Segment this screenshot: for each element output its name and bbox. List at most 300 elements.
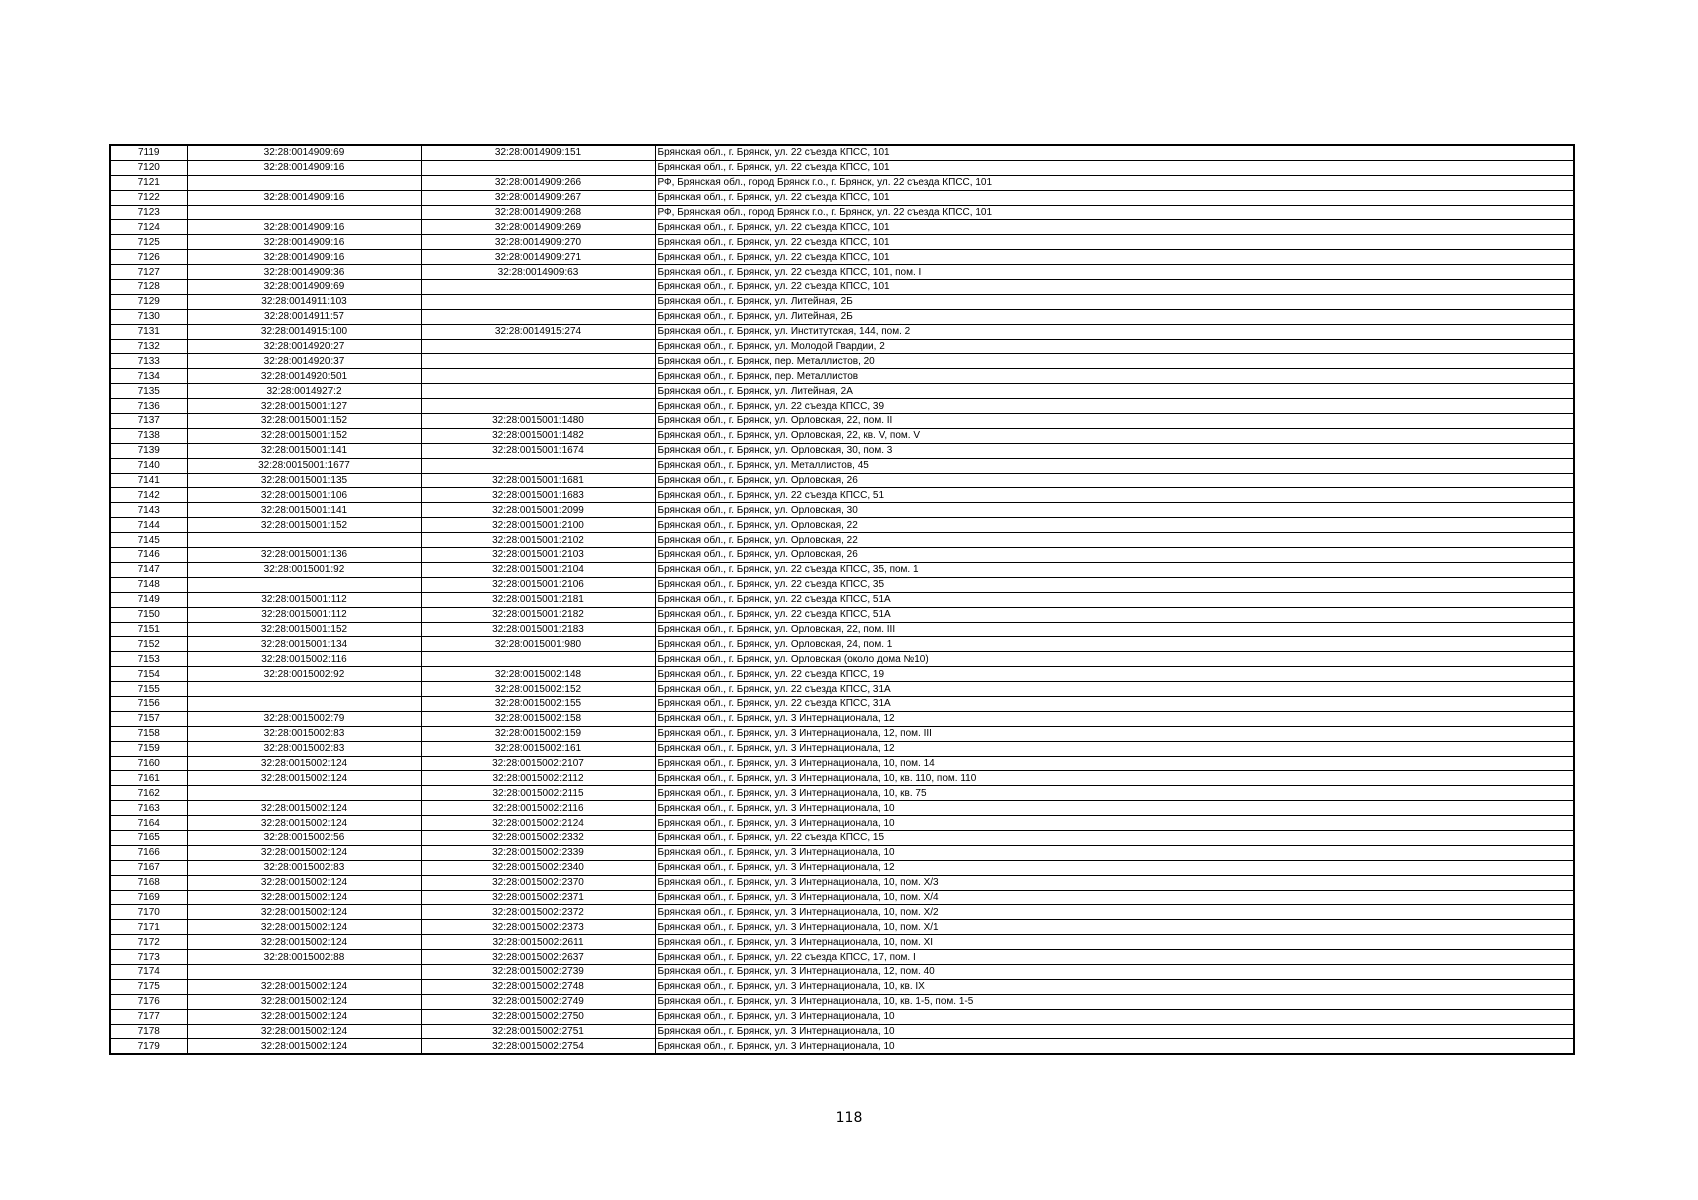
cadastral-number-cell: 32:28:0015001:2103 [421, 548, 655, 563]
address-cell: Брянская обл., г. Брянск, ул. Орловская, 22, пом. III [655, 622, 1574, 637]
row-number-cell: 7160 [110, 756, 187, 771]
parent-cadastral-number-cell: 32:28:0014920:501 [187, 369, 421, 384]
table-row [110, 235, 1574, 250]
parent-cadastral-number-cell: 32:28:0014920:27 [187, 339, 421, 354]
cadastral-number-cell: 32:28:0015002:2339 [421, 845, 655, 860]
cadastral-number-cell [421, 652, 655, 667]
table-row [110, 890, 1574, 905]
parent-cadastral-number-cell: 32:28:0015001:134 [187, 637, 421, 652]
parent-cadastral-number-cell: 32:28:0014909:16 [187, 250, 421, 265]
row-number-cell: 7124 [110, 220, 187, 235]
table-row [110, 771, 1574, 786]
row-number-cell: 7154 [110, 667, 187, 682]
table-row [110, 637, 1574, 652]
address-cell: Брянская обл., г. Брянск, ул. 3 Интернационала, 10 [655, 1024, 1574, 1039]
row-number-cell: 7130 [110, 309, 187, 324]
parent-cadastral-number-cell: 32:28:0015002:124 [187, 920, 421, 935]
address-cell: Брянская обл., г. Брянск, ул. 3 Интернационала, 10, пом. Х/3 [655, 875, 1574, 890]
address-cell: Брянская обл., г. Брянск, ул. 3 Интернационала, 12 [655, 741, 1574, 756]
row-number-cell: 7133 [110, 354, 187, 369]
address-cell: Брянская обл., г. Брянск, ул. Орловская, 30, пом. 3 [655, 443, 1574, 458]
table-row [110, 458, 1574, 473]
cadastral-number-cell: 32:28:0014909:270 [421, 235, 655, 250]
row-number-cell: 7134 [110, 369, 187, 384]
cadastral-number-cell: 32:28:0014909:267 [421, 190, 655, 205]
address-cell: Брянская обл., г. Брянск, ул. 22 съезда КПСС, 15 [655, 830, 1574, 845]
cadastral-number-cell: 32:28:0015002:2372 [421, 905, 655, 920]
parent-cadastral-number-cell: 32:28:0015002:124 [187, 994, 421, 1009]
cadastral-number-cell: 32:28:0015002:2739 [421, 964, 655, 979]
cadastral-number-cell: 32:28:0015002:158 [421, 711, 655, 726]
table-row [110, 428, 1574, 443]
cadastral-number-cell: 32:28:0014909:269 [421, 220, 655, 235]
cadastral-number-cell: 32:28:0015001:2182 [421, 607, 655, 622]
row-number-cell: 7167 [110, 860, 187, 875]
row-number-cell: 7131 [110, 324, 187, 339]
parent-cadastral-number-cell: 32:28:0015002:124 [187, 771, 421, 786]
address-cell: Брянская обл., г. Брянск, ул. Литейная, 2Б [655, 294, 1574, 309]
row-number-cell: 7178 [110, 1024, 187, 1039]
row-number-cell: 7140 [110, 458, 187, 473]
cadastral-number-cell [421, 354, 655, 369]
cadastral-number-cell [421, 399, 655, 414]
parent-cadastral-number-cell: 32:28:0015002:124 [187, 875, 421, 890]
row-number-cell: 7141 [110, 473, 187, 488]
row-number-cell: 7165 [110, 830, 187, 845]
address-cell: Брянская обл., г. Брянск, ул. Орловская, 26 [655, 548, 1574, 563]
parent-cadastral-number-cell: 32:28:0014920:37 [187, 354, 421, 369]
cadastral-number-cell: 32:28:0015002:2112 [421, 771, 655, 786]
address-cell: Брянская обл., г. Брянск, ул. Орловская, 22 [655, 533, 1574, 548]
table-row [110, 830, 1574, 845]
address-cell: Брянская обл., г. Брянск, ул. 22 съезда КПСС, 101 [655, 280, 1574, 295]
parent-cadastral-number-cell: 32:28:0015001:152 [187, 518, 421, 533]
row-number-cell: 7139 [110, 443, 187, 458]
table-row [110, 488, 1574, 503]
row-number-cell: 7142 [110, 488, 187, 503]
address-cell: Брянская обл., г. Брянск, ул. 22 съезда КПСС, 39 [655, 399, 1574, 414]
table-row [110, 786, 1574, 801]
address-cell: Брянская обл., г. Брянск, ул. Литейная, 2Б [655, 309, 1574, 324]
cadastral-number-cell: 32:28:0015002:2107 [421, 756, 655, 771]
address-cell: РФ, Брянская обл., город Брянск г.о., г. Брянск, ул. 22 съезда КПСС, 101 [655, 175, 1574, 190]
cadastral-number-cell: 32:28:0015002:2116 [421, 801, 655, 816]
address-cell: Брянская обл., г. Брянск, ул. 3 Интернационала, 10 [655, 1039, 1574, 1054]
parent-cadastral-number-cell: 32:28:0015002:83 [187, 860, 421, 875]
table-row [110, 667, 1574, 682]
table-row [110, 592, 1574, 607]
row-number-cell: 7121 [110, 175, 187, 190]
row-number-cell: 7136 [110, 399, 187, 414]
cadastral-number-cell: 32:28:0015001:1674 [421, 443, 655, 458]
row-number-cell: 7143 [110, 503, 187, 518]
address-cell: Брянская обл., г. Брянск, ул. 22 съезда КПСС, 31А [655, 696, 1574, 711]
cadastral-number-cell [421, 280, 655, 295]
table-row [110, 801, 1574, 816]
address-cell: Брянская обл., г. Брянск, ул. 3 Интернационала, 10 [655, 816, 1574, 831]
table-row [110, 979, 1574, 994]
table-row [110, 473, 1574, 488]
address-cell: Брянская обл., г. Брянск, ул. Орловская, 22, кв. V, пом. V [655, 428, 1574, 443]
table-row [110, 905, 1574, 920]
row-number-cell: 7171 [110, 920, 187, 935]
row-number-cell: 7163 [110, 801, 187, 816]
parent-cadastral-number-cell: 32:28:0015002:83 [187, 726, 421, 741]
row-number-cell: 7145 [110, 533, 187, 548]
address-cell: Брянская обл., г. Брянск, ул. 22 съезда КПСС, 51А [655, 592, 1574, 607]
cadastral-number-cell: 32:28:0015002:2748 [421, 979, 655, 994]
cadastral-number-cell: 32:28:0015002:2611 [421, 935, 655, 950]
table-row [110, 205, 1574, 220]
table-row [110, 280, 1574, 295]
cadastral-number-cell: 32:28:0015002:2754 [421, 1039, 655, 1054]
address-cell: РФ, Брянская обл., город Брянск г.о., г. Брянск, ул. 22 съезда КПСС, 101 [655, 205, 1574, 220]
table-body [110, 145, 1574, 1054]
cadastral-number-cell [421, 458, 655, 473]
parent-cadastral-number-cell: 32:28:0015002:124 [187, 816, 421, 831]
table-row [110, 265, 1574, 280]
address-cell: Брянская обл., г. Брянск, ул. 3 Интернационала, 10, кв. 110, пом. 110 [655, 771, 1574, 786]
address-cell: Брянская обл., г. Брянск, ул. 3 Интернационала, 12 [655, 711, 1574, 726]
address-cell: Брянская обл., г. Брянск, пер. Металлистов, 20 [655, 354, 1574, 369]
table-row [110, 145, 1574, 160]
table-row [110, 816, 1574, 831]
parent-cadastral-number-cell: 32:28:0015001:92 [187, 562, 421, 577]
table-row [110, 339, 1574, 354]
cadastral-number-cell: 32:28:0015002:2750 [421, 1009, 655, 1024]
address-cell: Брянская обл., г. Брянск, ул. 22 съезда КПСС, 35, пом. 1 [655, 562, 1574, 577]
address-cell: Брянская обл., г. Брянск, ул. 3 Интернационала, 10, пом. Х/2 [655, 905, 1574, 920]
table-row [110, 1024, 1574, 1039]
row-number-cell: 7129 [110, 294, 187, 309]
table-row [110, 548, 1574, 563]
row-number-cell: 7173 [110, 950, 187, 965]
cadastral-number-cell: 32:28:0014909:268 [421, 205, 655, 220]
cadastral-number-cell: 32:28:0015001:2100 [421, 518, 655, 533]
address-cell: Брянская обл., г. Брянск, ул. 22 съезда КПСС, 101 [655, 235, 1574, 250]
parent-cadastral-number-cell: 32:28:0015002:79 [187, 711, 421, 726]
table-row [110, 994, 1574, 1009]
row-number-cell: 7148 [110, 577, 187, 592]
parent-cadastral-number-cell [187, 205, 421, 220]
parent-cadastral-number-cell [187, 577, 421, 592]
address-cell: Брянская обл., г. Брянск, ул. 22 съезда КПСС, 31А [655, 682, 1574, 697]
cadastral-number-cell: 32:28:0014909:271 [421, 250, 655, 265]
table-row [110, 384, 1574, 399]
row-number-cell: 7162 [110, 786, 187, 801]
row-number-cell: 7177 [110, 1009, 187, 1024]
table-row [110, 711, 1574, 726]
address-cell: Брянская обл., г. Брянск, ул. 3 Интернационала, 10, кв. 75 [655, 786, 1574, 801]
cadastral-table [109, 144, 1575, 1055]
address-cell: Брянская обл., г. Брянск, ул. 3 Интернационала, 10, пом. 14 [655, 756, 1574, 771]
cadastral-number-cell: 32:28:0015002:2371 [421, 890, 655, 905]
row-number-cell: 7169 [110, 890, 187, 905]
parent-cadastral-number-cell: 32:28:0014911:103 [187, 294, 421, 309]
row-number-cell: 7168 [110, 875, 187, 890]
parent-cadastral-number-cell: 32:28:0015002:88 [187, 950, 421, 965]
table-row [110, 845, 1574, 860]
parent-cadastral-number-cell: 32:28:0015001:135 [187, 473, 421, 488]
table-row [110, 756, 1574, 771]
row-number-cell: 7147 [110, 562, 187, 577]
parent-cadastral-number-cell [187, 964, 421, 979]
address-cell: Брянская обл., г. Брянск, ул. 3 Интернационала, 10 [655, 845, 1574, 860]
parent-cadastral-number-cell: 32:28:0015002:124 [187, 890, 421, 905]
address-cell: Брянская обл., г. Брянск, ул. 3 Интернационала, 12 [655, 860, 1574, 875]
row-number-cell: 7155 [110, 682, 187, 697]
cadastral-number-cell: 32:28:0014909:266 [421, 175, 655, 190]
table-row [110, 741, 1574, 756]
parent-cadastral-number-cell: 32:28:0015002:124 [187, 979, 421, 994]
table-row [110, 443, 1574, 458]
address-cell: Брянская обл., г. Брянск, ул. Литейная, 2А [655, 384, 1574, 399]
row-number-cell: 7152 [110, 637, 187, 652]
parent-cadastral-number-cell: 32:28:0014915:100 [187, 324, 421, 339]
parent-cadastral-number-cell: 32:28:0015001:141 [187, 503, 421, 518]
row-number-cell: 7144 [110, 518, 187, 533]
row-number-cell: 7179 [110, 1039, 187, 1054]
cadastral-number-cell: 32:28:0015001:2181 [421, 592, 655, 607]
cadastral-number-cell: 32:28:0015002:159 [421, 726, 655, 741]
row-number-cell: 7170 [110, 905, 187, 920]
address-cell: Брянская обл., г. Брянск, ул. Орловская, 30 [655, 503, 1574, 518]
address-cell: Брянская обл., г. Брянск, ул. 3 Интернационала, 12, пом. 40 [655, 964, 1574, 979]
parent-cadastral-number-cell: 32:28:0014909:16 [187, 190, 421, 205]
cadastral-number-cell [421, 339, 655, 354]
address-cell: Брянская обл., г. Брянск, ул. 3 Интернационала, 10, пом. Х/4 [655, 890, 1574, 905]
table-row [110, 533, 1574, 548]
address-cell: Брянская обл., г. Брянск, ул. 22 съезда КПСС, 101 [655, 190, 1574, 205]
row-number-cell: 7137 [110, 414, 187, 429]
table-row [110, 607, 1574, 622]
cadastral-number-cell: 32:28:0015001:1482 [421, 428, 655, 443]
table-row [110, 399, 1574, 414]
parent-cadastral-number-cell: 32:28:0015001:136 [187, 548, 421, 563]
table-row [110, 696, 1574, 711]
address-cell: Брянская обл., г. Брянск, ул. Орловская, 22, пом. II [655, 414, 1574, 429]
row-number-cell: 7164 [110, 816, 187, 831]
table-row [110, 860, 1574, 875]
table-row [110, 160, 1574, 175]
cadastral-number-cell: 32:28:0015001:980 [421, 637, 655, 652]
cadastral-number-cell: 32:28:0015002:2373 [421, 920, 655, 935]
parent-cadastral-number-cell: 32:28:0015001:1677 [187, 458, 421, 473]
cadastral-number-cell: 32:28:0015001:2099 [421, 503, 655, 518]
row-number-cell: 7120 [110, 160, 187, 175]
address-cell: Брянская обл., г. Брянск, ул. 22 съезда КПСС, 101 [655, 250, 1574, 265]
parent-cadastral-number-cell: 32:28:0014927:2 [187, 384, 421, 399]
cadastral-number-cell: 32:28:0014909:63 [421, 265, 655, 280]
parent-cadastral-number-cell: 32:28:0014909:69 [187, 145, 421, 160]
cadastral-number-cell: 32:28:0014909:151 [421, 145, 655, 160]
table-row [110, 175, 1574, 190]
cadastral-number-cell: 32:28:0015001:1683 [421, 488, 655, 503]
row-number-cell: 7153 [110, 652, 187, 667]
parent-cadastral-number-cell: 32:28:0015002:124 [187, 1024, 421, 1039]
cadastral-number-cell [421, 294, 655, 309]
row-number-cell: 7126 [110, 250, 187, 265]
cadastral-number-cell: 32:28:0015002:161 [421, 741, 655, 756]
parent-cadastral-number-cell: 32:28:0014909:16 [187, 160, 421, 175]
table-row [110, 1039, 1574, 1054]
address-cell: Брянская обл., г. Брянск, ул. Орловская (около дома №10) [655, 652, 1574, 667]
parent-cadastral-number-cell: 32:28:0015002:83 [187, 741, 421, 756]
parent-cadastral-number-cell [187, 682, 421, 697]
table-row [110, 935, 1574, 950]
parent-cadastral-number-cell: 32:28:0015002:56 [187, 830, 421, 845]
address-cell: Брянская обл., г. Брянск, ул. Молодой Гвардии, 2 [655, 339, 1574, 354]
table-row [110, 964, 1574, 979]
cadastral-number-cell [421, 309, 655, 324]
row-number-cell: 7175 [110, 979, 187, 994]
table-row [110, 220, 1574, 235]
cadastral-number-cell: 32:28:0015001:1681 [421, 473, 655, 488]
cadastral-number-cell [421, 384, 655, 399]
cadastral-number-cell: 32:28:0015001:1480 [421, 414, 655, 429]
address-cell: Брянская обл., г. Брянск, ул. 3 Интернационала, 10 [655, 1009, 1574, 1024]
address-cell: Брянская обл., г. Брянск, ул. 3 Интернационала, 10 [655, 801, 1574, 816]
parent-cadastral-number-cell [187, 786, 421, 801]
parent-cadastral-number-cell: 32:28:0015001:112 [187, 607, 421, 622]
parent-cadastral-number-cell [187, 175, 421, 190]
parent-cadastral-number-cell: 32:28:0014909:16 [187, 220, 421, 235]
table-row [110, 682, 1574, 697]
address-cell: Брянская обл., г. Брянск, ул. 22 съезда КПСС, 101 [655, 160, 1574, 175]
parent-cadastral-number-cell: 32:28:0015001:152 [187, 414, 421, 429]
table-row [110, 250, 1574, 265]
parent-cadastral-number-cell: 32:28:0015002:124 [187, 1039, 421, 1054]
row-number-cell: 7174 [110, 964, 187, 979]
row-number-cell: 7150 [110, 607, 187, 622]
table-row [110, 309, 1574, 324]
parent-cadastral-number-cell: 32:28:0014909:16 [187, 235, 421, 250]
address-cell: Брянская обл., г. Брянск, ул. 22 съезда КПСС, 19 [655, 667, 1574, 682]
address-cell: Брянская обл., г. Брянск, ул. Орловская, 26 [655, 473, 1574, 488]
parent-cadastral-number-cell: 32:28:0015002:124 [187, 1009, 421, 1024]
row-number-cell: 7149 [110, 592, 187, 607]
table-row [110, 652, 1574, 667]
table-row [110, 294, 1574, 309]
cadastral-number-cell: 32:28:0015002:2340 [421, 860, 655, 875]
table-row [110, 190, 1574, 205]
table-row [110, 503, 1574, 518]
row-number-cell: 7146 [110, 548, 187, 563]
parent-cadastral-number-cell: 32:28:0014909:69 [187, 280, 421, 295]
cadastral-number-cell: 32:28:0015001:2102 [421, 533, 655, 548]
cadastral-number-cell [421, 160, 655, 175]
parent-cadastral-number-cell: 32:28:0015002:124 [187, 905, 421, 920]
cadastral-number-cell: 32:28:0015002:2749 [421, 994, 655, 1009]
row-number-cell: 7123 [110, 205, 187, 220]
cadastral-number-cell: 32:28:0015002:2332 [421, 830, 655, 845]
address-cell: Брянская обл., г. Брянск, ул. 3 Интернационала, 10, кв. 1-5, пом. 1-5 [655, 994, 1574, 1009]
cadastral-number-cell: 32:28:0015001:2104 [421, 562, 655, 577]
address-cell: Брянская обл., г. Брянск, ул. 22 съезда КПСС, 51 [655, 488, 1574, 503]
row-number-cell: 7128 [110, 280, 187, 295]
row-number-cell: 7166 [110, 845, 187, 860]
row-number-cell: 7132 [110, 339, 187, 354]
row-number-cell: 7125 [110, 235, 187, 250]
row-number-cell: 7157 [110, 711, 187, 726]
row-number-cell: 7159 [110, 741, 187, 756]
parent-cadastral-number-cell: 32:28:0014909:36 [187, 265, 421, 280]
parent-cadastral-number-cell: 32:28:0015001:112 [187, 592, 421, 607]
address-cell: Брянская обл., г. Брянск, ул. 22 съезда КПСС, 17, пом. I [655, 950, 1574, 965]
address-cell: Брянская обл., г. Брянск, ул. 3 Интернационала, 10, пом. Х/1 [655, 920, 1574, 935]
table-row [110, 518, 1574, 533]
table-row [110, 562, 1574, 577]
parent-cadastral-number-cell: 32:28:0015002:116 [187, 652, 421, 667]
parent-cadastral-number-cell: 32:28:0015002:124 [187, 935, 421, 950]
table-row [110, 1009, 1574, 1024]
row-number-cell: 7151 [110, 622, 187, 637]
parent-cadastral-number-cell: 32:28:0015002:124 [187, 756, 421, 771]
table-row [110, 369, 1574, 384]
parent-cadastral-number-cell: 32:28:0015002:124 [187, 845, 421, 860]
cadastral-number-cell: 32:28:0015001:2106 [421, 577, 655, 592]
cadastral-number-cell: 32:28:0015002:2637 [421, 950, 655, 965]
row-number-cell: 7122 [110, 190, 187, 205]
parent-cadastral-number-cell [187, 696, 421, 711]
parent-cadastral-number-cell [187, 533, 421, 548]
row-number-cell: 7135 [110, 384, 187, 399]
cadastral-number-cell: 32:28:0015002:148 [421, 667, 655, 682]
table-row [110, 577, 1574, 592]
parent-cadastral-number-cell: 32:28:0015001:127 [187, 399, 421, 414]
parent-cadastral-number-cell: 32:28:0014911:57 [187, 309, 421, 324]
cadastral-number-cell: 32:28:0015002:2124 [421, 816, 655, 831]
address-cell: Брянская обл., г. Брянск, ул. Институтская, 144, пом. 2 [655, 324, 1574, 339]
row-number-cell: 7156 [110, 696, 187, 711]
address-cell: Брянская обл., г. Брянск, ул. 22 съезда КПСС, 101 [655, 145, 1574, 160]
cadastral-number-cell [421, 369, 655, 384]
table-row [110, 622, 1574, 637]
address-cell: Брянская обл., г. Брянск, ул. 3 Интернационала, 12, пом. III [655, 726, 1574, 741]
address-cell: Брянская обл., г. Брянск, ул. Орловская, 24, пом. 1 [655, 637, 1574, 652]
row-number-cell: 7138 [110, 428, 187, 443]
cadastral-number-cell: 32:28:0015001:2183 [421, 622, 655, 637]
row-number-cell: 7176 [110, 994, 187, 1009]
row-number-cell: 7127 [110, 265, 187, 280]
row-number-cell: 7161 [110, 771, 187, 786]
address-cell: Брянская обл., г. Брянск, пер. Металлистов [655, 369, 1574, 384]
cadastral-number-cell: 32:28:0015002:155 [421, 696, 655, 711]
table-row [110, 414, 1574, 429]
address-cell: Брянская обл., г. Брянск, ул. 22 съезда КПСС, 101 [655, 220, 1574, 235]
address-cell: Брянская обл., г. Брянск, ул. Орловская, 22 [655, 518, 1574, 533]
table-row [110, 875, 1574, 890]
page-number: 118 [835, 1110, 863, 1126]
table-row [110, 950, 1574, 965]
cadastral-number-cell: 32:28:0015002:2370 [421, 875, 655, 890]
row-number-cell: 7172 [110, 935, 187, 950]
cadastral-number-cell: 32:28:0015002:2751 [421, 1024, 655, 1039]
parent-cadastral-number-cell: 32:28:0015002:124 [187, 801, 421, 816]
row-number-cell: 7119 [110, 145, 187, 160]
table-row [110, 324, 1574, 339]
address-cell: Брянская обл., г. Брянск, ул. 3 Интернационала, 10, пом. XI [655, 935, 1574, 950]
cadastral-number-cell: 32:28:0014915:274 [421, 324, 655, 339]
table-row [110, 354, 1574, 369]
parent-cadastral-number-cell: 32:28:0015001:152 [187, 622, 421, 637]
table-row [110, 726, 1574, 741]
address-cell: Брянская обл., г. Брянск, ул. 3 Интернационала, 10, кв. IX [655, 979, 1574, 994]
cadastral-number-cell: 32:28:0015002:2115 [421, 786, 655, 801]
parent-cadastral-number-cell: 32:28:0015002:92 [187, 667, 421, 682]
parent-cadastral-number-cell: 32:28:0015001:141 [187, 443, 421, 458]
address-cell: Брянская обл., г. Брянск, ул. 22 съезда КПСС, 51А [655, 607, 1574, 622]
